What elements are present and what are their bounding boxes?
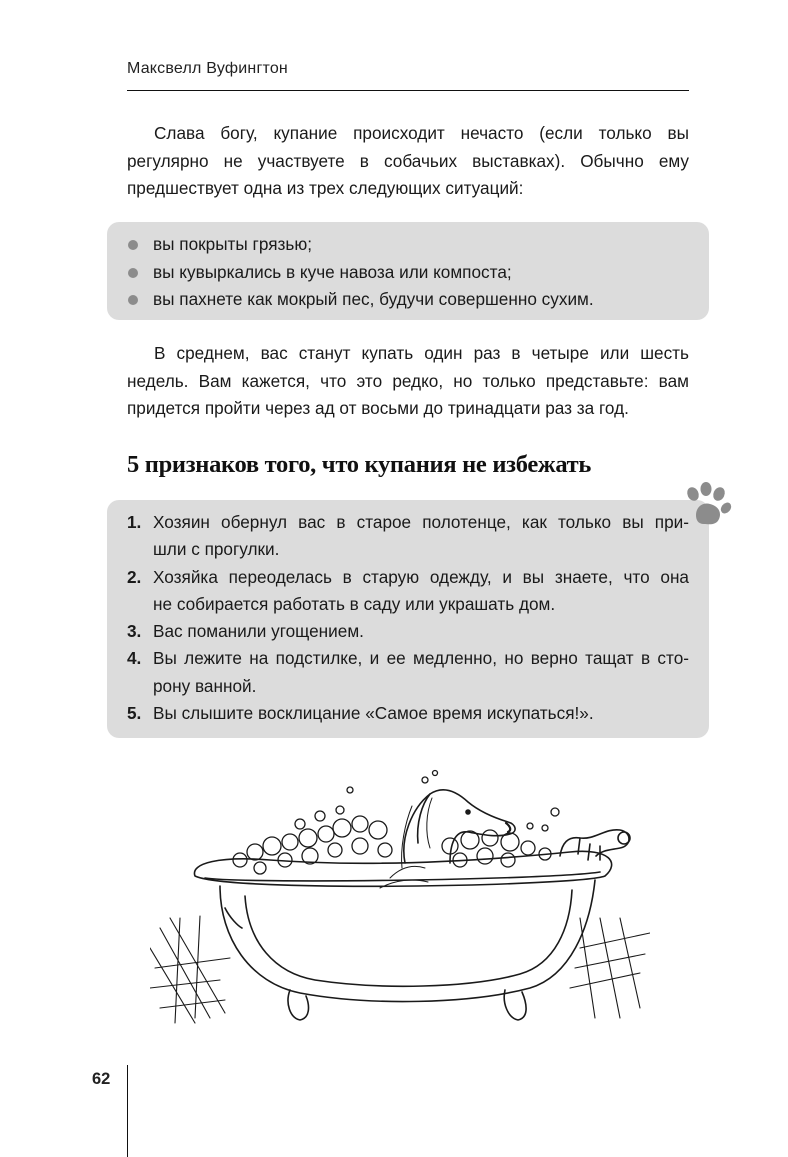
list-item-text: вы пахнете как мокрый пес, будучи совершенно сухим.	[153, 289, 594, 309]
running-title: Максвелл Вуфингтон	[127, 60, 288, 77]
list-item	[107, 564, 709, 619]
list-item	[107, 231, 709, 259]
footer-rule	[127, 1065, 128, 1157]
intro-paragraph	[127, 120, 689, 203]
frequency-line: В среднем, вас станут купать один раз в четыре или шесть	[154, 343, 689, 363]
list-item	[107, 509, 709, 564]
intro-line: регулярно не участвуете в собачьих выставках). Обычно ему	[127, 150, 689, 171]
list-item	[107, 618, 709, 645]
list-item-text: Вы слышите восклицание «Самое время искупаться!».	[153, 703, 594, 724]
list-item-text: Вас поманили угощением.	[153, 621, 364, 642]
situations-box	[107, 222, 709, 320]
list-number: 4.	[127, 648, 142, 669]
list-item-text: не собирается работать в саду или украшать дом.	[153, 593, 556, 614]
list-item	[107, 286, 709, 314]
frequency-line: придется пройти через ад от восьми до тринадцати раз за год.	[127, 398, 629, 418]
list-number: 3.	[127, 621, 142, 642]
section-heading: 5 признаков того, что купания не избежать	[127, 451, 592, 478]
frequency-line: недель. Вам кажется, что это редко, но только представьте: вам	[127, 370, 689, 391]
list-number: 2.	[127, 566, 142, 587]
bullet-icon	[128, 268, 138, 278]
list-item-text: вы кувыркались в куче навоза или компоста;	[153, 261, 512, 282]
list-item-text: Хозяйка переоделась в старую одежду, и вы знаете, что она	[153, 566, 689, 587]
list-item-text: Хозяин обернул вас в старое полотенце, как только вы при-	[153, 512, 689, 532]
list-item	[107, 700, 709, 727]
header-rule	[127, 90, 689, 91]
intro-line: предшествует одна из трех следующих ситуаций:	[127, 178, 524, 198]
signs-list	[107, 509, 709, 727]
list-item	[107, 259, 709, 287]
situations-list	[107, 231, 709, 314]
list-item-text: рону ванной.	[153, 675, 257, 696]
list-number: 5.	[127, 703, 142, 724]
intro-line: Слава богу, купание происходит нечасто (если только вы	[154, 123, 689, 143]
page-number: 62	[92, 1070, 111, 1088]
list-item-text: вы покрыты грязью;	[153, 234, 313, 254]
list-item-text: Вы лежите на подстилке, и ее медленно, но верно тащат в сто-	[153, 648, 689, 669]
bullet-icon	[128, 240, 138, 250]
bullet-icon	[128, 295, 138, 305]
list-item-text: шли с прогулки.	[153, 539, 280, 560]
list-number: 1.	[127, 512, 142, 532]
signs-box	[107, 500, 709, 738]
paw-print-icon	[684, 482, 732, 528]
list-item	[107, 645, 709, 700]
frequency-paragraph	[127, 340, 689, 423]
dog-in-bathtub-illustration	[150, 768, 650, 1038]
